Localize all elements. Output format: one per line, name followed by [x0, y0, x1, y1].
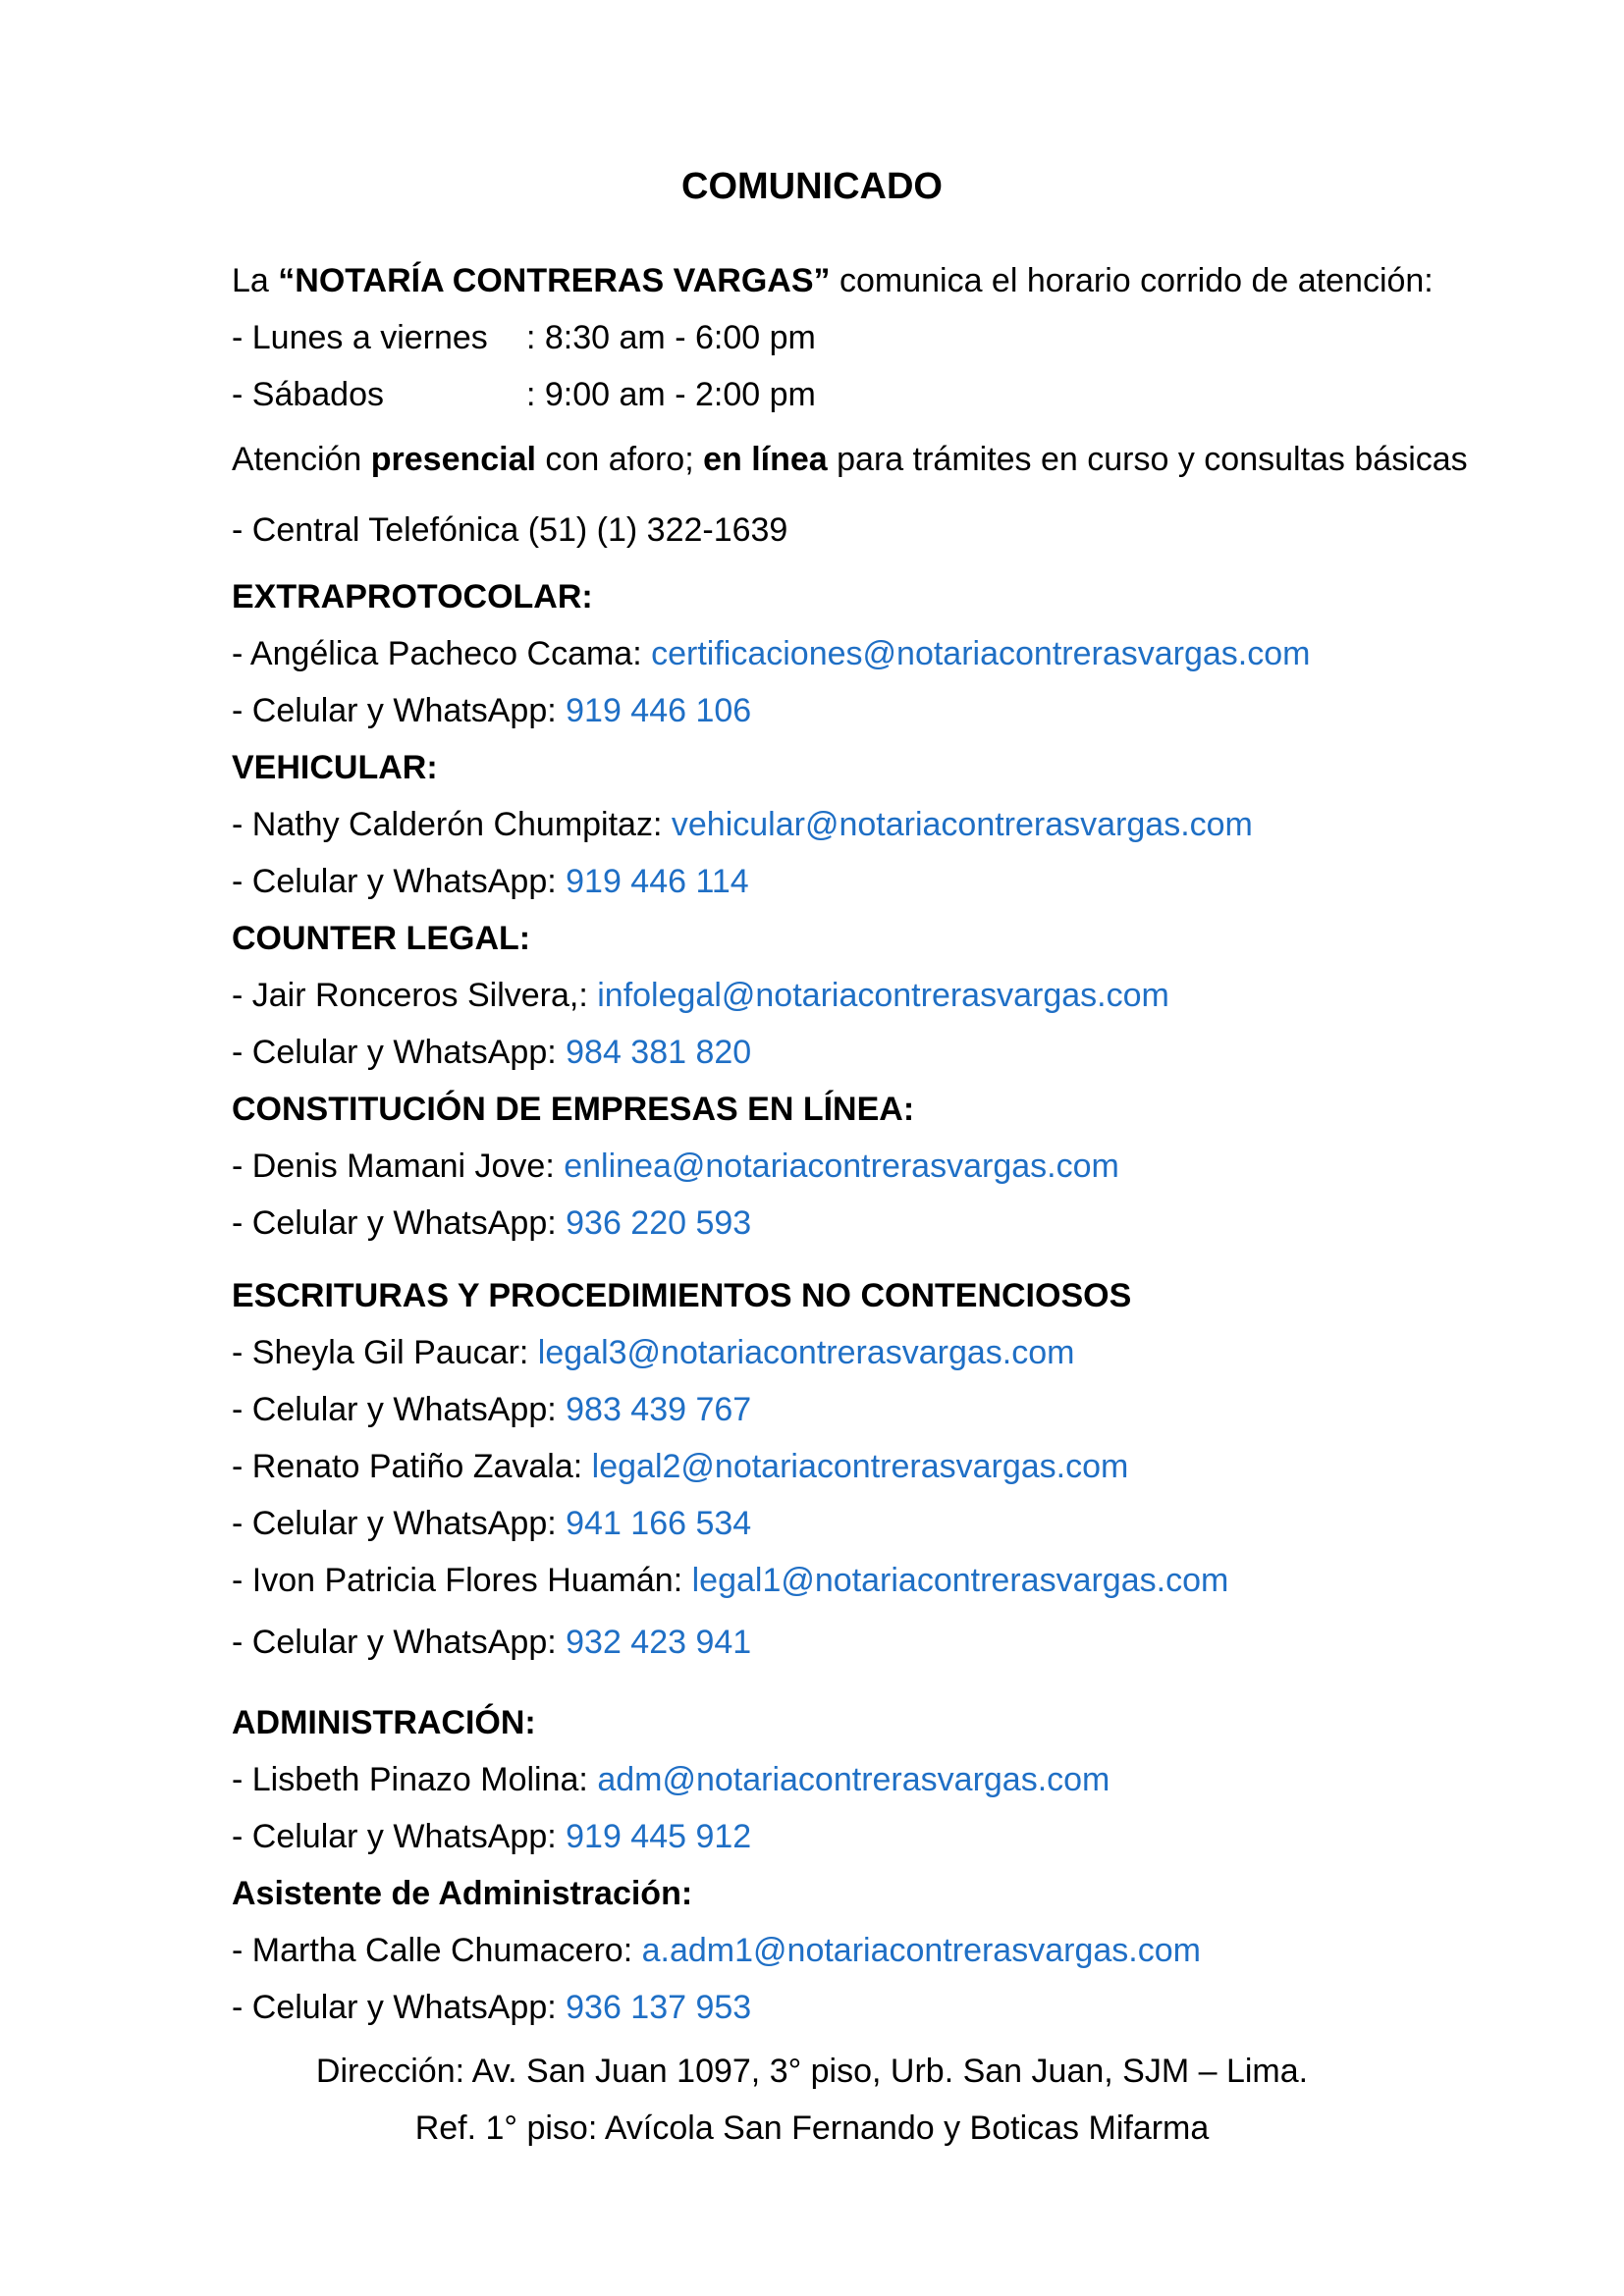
contact-line	[232, 1333, 1074, 1372]
contact-line	[232, 1931, 1201, 1970]
intro-suffix: comunica el horario corrido de atención:	[830, 262, 1434, 299]
contact-email-link[interactable]: adm@notariacontrerasvargas.com	[597, 1761, 1110, 1798]
contact-line	[232, 976, 1169, 1015]
attention-text: Atención	[232, 441, 371, 478]
contact-name: - Denis Mamani Jove:	[232, 1148, 565, 1185]
phone-line	[232, 691, 751, 730]
contact-email-link[interactable]: infolegal@notariacontrerasvargas.com	[597, 977, 1169, 1014]
section-heading-administracion: ADMINISTRACIÓN:	[232, 1704, 536, 1741]
section-heading-asistente: Asistente de Administración:	[232, 1875, 693, 1912]
central-phone: - Central Telefónica (51) (1) 322-1639	[232, 511, 788, 549]
phone-link[interactable]: 919 446 106	[566, 692, 752, 729]
schedule-hours: : 9:00 am - 2:00 pm	[526, 376, 816, 413]
contact-name: - Angélica Pacheco Ccama:	[232, 635, 652, 672]
phone-line	[232, 1504, 751, 1543]
phone-link[interactable]: 936 137 953	[566, 1989, 752, 2026]
contact-name: - Jair Ronceros Silvera,:	[232, 977, 598, 1014]
phone-line	[232, 862, 749, 901]
phone-line	[232, 1817, 751, 1856]
section-heading-constitucion: CONSTITUCIÓN DE EMPRESAS EN LÍNEA:	[232, 1091, 915, 1128]
phone-link[interactable]: 941 166 534	[566, 1505, 752, 1542]
footer-reference: Ref. 1° piso: Avícola San Fernando y Boticas Mifarma	[414, 2109, 1210, 2147]
attention-online: en línea	[703, 441, 828, 478]
schedule-day: - Sábados	[232, 376, 384, 413]
phone-label: - Celular y WhatsApp:	[232, 1624, 567, 1661]
attention-line	[232, 440, 1468, 479]
phone-line	[232, 1988, 751, 2027]
contact-name: - Lisbeth Pinazo Molina:	[232, 1761, 598, 1798]
section-heading-escrituras: ESCRITURAS Y PROCEDIMIENTOS NO CONTENCIOSOS	[232, 1277, 1132, 1314]
contact-email-link[interactable]: legal1@notariacontrerasvargas.com	[691, 1562, 1229, 1599]
phone-label: - Celular y WhatsApp:	[232, 1204, 567, 1242]
intro-prefix: La	[232, 262, 279, 299]
contact-email-link[interactable]: legal2@notariacontrerasvargas.com	[591, 1448, 1129, 1485]
contact-line	[232, 805, 1253, 844]
section-heading-counter-legal: COUNTER LEGAL:	[232, 920, 531, 957]
phone-line	[232, 1390, 751, 1429]
phone-label: - Celular y WhatsApp:	[232, 1505, 567, 1542]
page-title: COMUNICADO	[681, 166, 943, 207]
contact-line	[232, 1561, 1228, 1600]
phone-label: - Celular y WhatsApp:	[232, 692, 567, 729]
section-heading-vehicular: VEHICULAR:	[232, 749, 438, 786]
intro-line	[232, 261, 1434, 300]
section-heading-extraprotocolar: EXTRAPROTOCOLAR:	[232, 578, 593, 615]
contact-line	[232, 1147, 1119, 1186]
contact-line	[232, 634, 1310, 673]
schedule-weekdays	[232, 318, 816, 357]
contact-name: - Renato Patiño Zavala:	[232, 1448, 592, 1485]
schedule-hours: : 8:30 am - 6:00 pm	[526, 319, 816, 356]
contact-email-link[interactable]: certificaciones@notariacontrerasvargas.com	[651, 635, 1311, 672]
phone-link[interactable]: 984 381 820	[566, 1034, 752, 1071]
contact-email-link[interactable]: vehicular@notariacontrerasvargas.com	[671, 806, 1253, 843]
contact-name: - Sheyla Gil Paucar:	[232, 1334, 538, 1371]
contact-line	[232, 1447, 1128, 1486]
phone-line	[232, 1203, 751, 1243]
notary-name: “NOTARÍA CONTRERAS VARGAS”	[278, 262, 831, 299]
contact-name: - Nathy Calderón Chumpitaz:	[232, 806, 672, 843]
phone-label: - Celular y WhatsApp:	[232, 863, 567, 900]
contact-name: - Ivon Patricia Flores Huamán:	[232, 1562, 692, 1599]
contact-line	[232, 1760, 1110, 1799]
phone-link[interactable]: 919 446 114	[566, 863, 749, 900]
schedule-day: - Lunes a viernes	[232, 319, 488, 356]
phone-link[interactable]: 919 445 912	[566, 1818, 752, 1855]
phone-link[interactable]: 983 439 767	[566, 1391, 752, 1428]
phone-label: - Celular y WhatsApp:	[232, 1989, 567, 2026]
contact-email-link[interactable]: enlinea@notariacontrerasvargas.com	[564, 1148, 1119, 1185]
attention-presencial: presencial	[370, 441, 536, 478]
phone-link[interactable]: 932 423 941	[566, 1624, 752, 1661]
attention-text: con aforo;	[535, 441, 704, 478]
phone-line	[232, 1623, 751, 1662]
phone-label: - Celular y WhatsApp:	[232, 1818, 567, 1855]
contact-email-link[interactable]: legal3@notariacontrerasvargas.com	[537, 1334, 1075, 1371]
attention-text: para trámites en curso y consultas básicas	[827, 441, 1468, 478]
contact-email-link[interactable]: a.adm1@notariacontrerasvargas.com	[641, 1932, 1201, 1969]
contact-name: - Martha Calle Chumacero:	[232, 1932, 642, 1969]
phone-line	[232, 1033, 751, 1072]
phone-label: - Celular y WhatsApp:	[232, 1034, 567, 1071]
phone-link[interactable]: 936 220 593	[566, 1204, 752, 1242]
phone-label: - Celular y WhatsApp:	[232, 1391, 567, 1428]
schedule-saturday	[232, 375, 816, 414]
footer-address: Dirección: Av. San Juan 1097, 3° piso, Urb. San Juan, SJM – Lima.	[315, 2053, 1309, 2090]
